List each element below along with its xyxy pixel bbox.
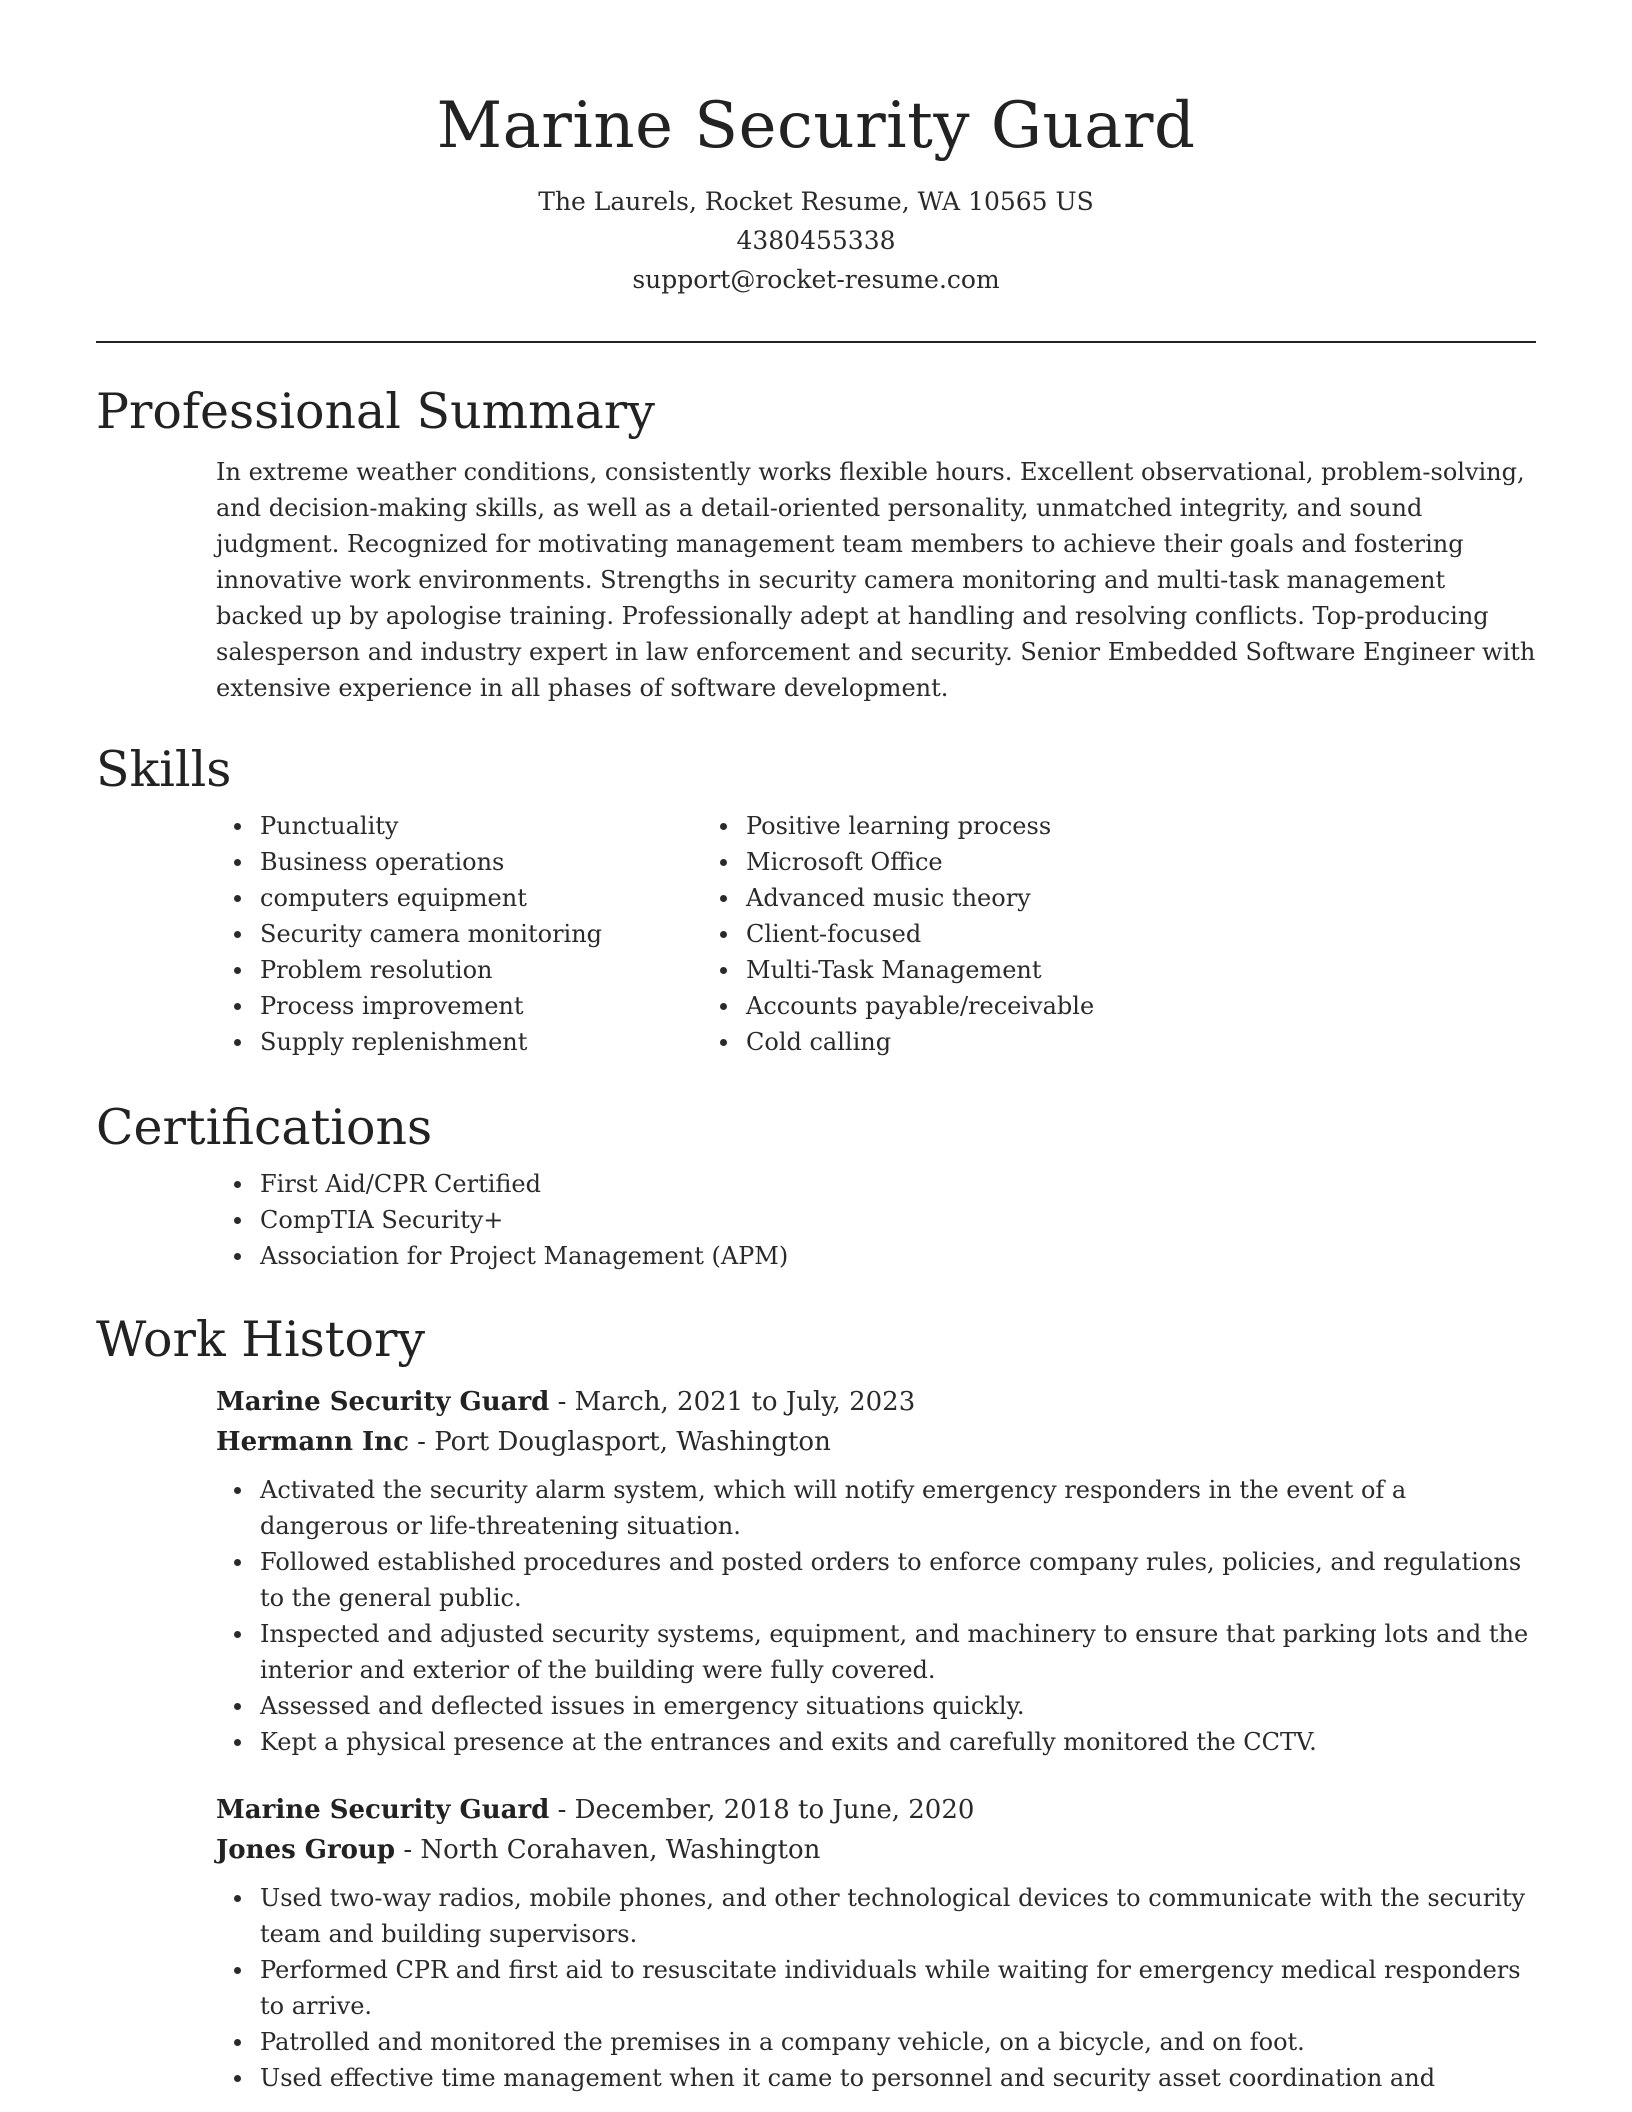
- skill-item: Cold calling: [746, 1024, 1446, 1060]
- candidate-name: Marine Security Guard: [436, 89, 1196, 163]
- certification-item: CompTIA Security+: [260, 1202, 1536, 1238]
- address: The Laurels, Rocket Resume, WA 10565 US: [538, 187, 1094, 216]
- job-duty: Kept a physical presence at the entrances and exits and carefully monitored the CCTV.: [260, 1724, 1536, 1760]
- job-company-line: [216, 1830, 1536, 1870]
- job-duty: Used effective time management when it came to personnel and security asset coordination and: [260, 2060, 1536, 2096]
- skill-item: Supply replenishment: [260, 1024, 746, 1060]
- summary-text: In extreme weather conditions, consistently works flexible hours. Excellent observational, problem-solving, and decision-making skills, as well as a detail-oriented personality, unmatched integrity, and sound judgment. Recognized for motivating management team members to achieve their goals and fostering innovative work environments. Strengths in security camera monitoring and multi-task management backed up by apologise training. Professionally adept at handling and resolving conflicts. Top-producing salesperson and industry expert in law enforcement and security. Senior Embedded Software Engineer with extensive experience in all phases of software development.: [216, 458, 1536, 702]
- certifications-section: [96, 1098, 1536, 1274]
- certification-item: Association for Project Management (APM): [260, 1238, 1536, 1274]
- skill-item: computers equipment: [260, 880, 746, 916]
- job-duty: Used two-way radios, mobile phones, and other technological devices to communicate with the security team and building supervisors.: [260, 1880, 1536, 1952]
- job-duty: Followed established procedures and posted orders to enforce company rules, policies, and regulations to the general public.: [260, 1544, 1536, 1616]
- skill-item: Accounts payable/receivable: [746, 988, 1446, 1024]
- job-entry: [216, 1790, 1536, 2096]
- section-title-certifications: Certifications: [96, 1099, 433, 1156]
- job-entry: [216, 1382, 1536, 1760]
- job-title: Marine Security Guard: [216, 1387, 550, 1417]
- resume-header: [0, 0, 1632, 299]
- job-title-line: [216, 1790, 1536, 1830]
- header-divider: [96, 341, 1536, 343]
- section-title-work-history: Work History: [96, 1311, 426, 1368]
- skill-item: Punctuality: [260, 808, 746, 844]
- contact-info: [0, 182, 1632, 299]
- phone-number: 4380455338: [736, 226, 896, 255]
- skill-item: Multi-Task Management: [746, 952, 1446, 988]
- job-title-line: [216, 1382, 1536, 1422]
- job-dates: - March, 2021 to July, 2023: [549, 1387, 916, 1417]
- job-company: Hermann Inc: [216, 1427, 409, 1457]
- job-duty: Activated the security alarm system, which will notify emergency responders in the event of a dangerous or life-threatening situation.: [260, 1472, 1536, 1544]
- skills-columns: [96, 808, 1536, 1060]
- job-duty: Assessed and deflected issues in emergency situations quickly.: [260, 1688, 1536, 1724]
- skill-item: Microsoft Office: [746, 844, 1446, 880]
- skill-item: Problem resolution: [260, 952, 746, 988]
- job-company: Jones Group: [216, 1835, 396, 1865]
- skill-item: Client-focused: [746, 916, 1446, 952]
- job-duty: Inspected and adjusted security systems, equipment, and machinery to ensure that parking lots and the interior and exterior of the building were fully covered.: [260, 1616, 1536, 1688]
- job-dates: - December, 2018 to June, 2020: [549, 1795, 975, 1825]
- skill-item: Security camera monitoring: [260, 916, 746, 952]
- professional-summary-section: [96, 382, 1536, 706]
- skills-section: [96, 740, 1536, 1060]
- skill-item: Positive learning process: [746, 808, 1446, 844]
- section-title-summary: Professional Summary: [96, 383, 655, 440]
- job-company-line: [216, 1422, 1536, 1462]
- work-history-section: [96, 1310, 1536, 2096]
- skills-list-right: [746, 808, 1446, 1060]
- skills-list-left: [96, 808, 746, 1060]
- job-title: Marine Security Guard: [216, 1795, 550, 1825]
- job-duty: Patrolled and monitored the premises in a company vehicle, on a bicycle, and on foot.: [260, 2024, 1536, 2060]
- skill-item: Business operations: [260, 844, 746, 880]
- certifications-list: [96, 1166, 1536, 1274]
- skill-item: Process improvement: [260, 988, 746, 1024]
- certification-item: First Aid/CPR Certified: [260, 1166, 1536, 1202]
- job-duties-list: [216, 1880, 1536, 2096]
- job-location: - North Corahaven, Washington: [395, 1835, 821, 1865]
- section-title-skills: Skills: [96, 741, 232, 798]
- job-location: - Port Douglasport, Washington: [408, 1427, 831, 1457]
- job-duty: Performed CPR and first aid to resuscitate individuals while waiting for emergency medical responders to arrive.: [260, 1952, 1536, 2024]
- job-duties-list: [216, 1472, 1536, 1760]
- email-address: support@rocket-resume.com: [632, 265, 1000, 294]
- skill-item: Advanced music theory: [746, 880, 1446, 916]
